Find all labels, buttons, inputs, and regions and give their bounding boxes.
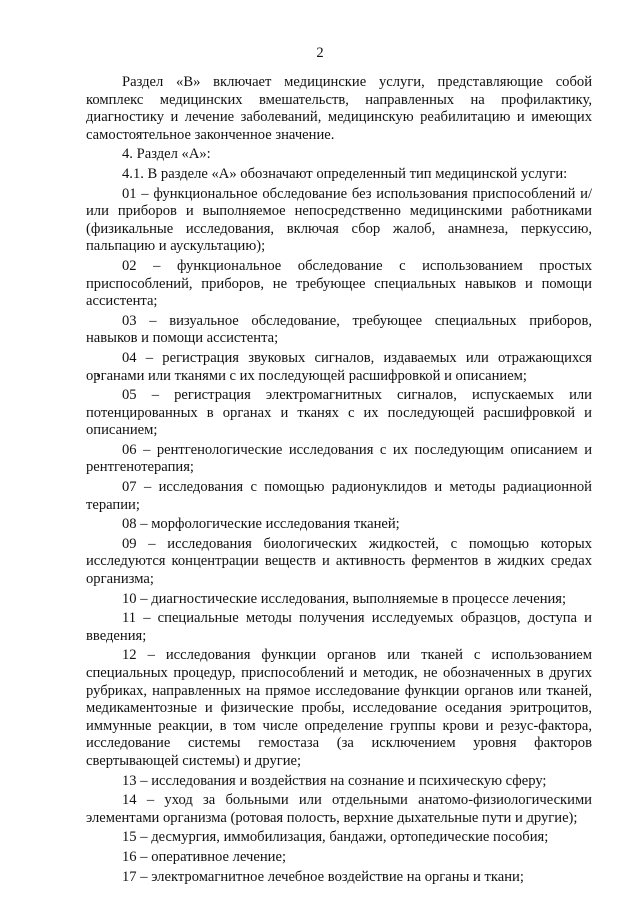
service-type-list bbox=[86, 186, 592, 887]
item-code: 02 bbox=[122, 257, 137, 274]
item-code: 03 bbox=[122, 312, 137, 329]
item-dash: – bbox=[136, 792, 165, 809]
list-item bbox=[86, 610, 592, 645]
item-text: рентгенологические исследования с их последующим описанием и рентгенотерапия; bbox=[86, 441, 592, 476]
document-body bbox=[86, 74, 592, 888]
section-a-heading: 4. Раздел «А»: bbox=[122, 146, 211, 163]
item-code: 17 bbox=[122, 868, 137, 885]
list-item bbox=[86, 792, 592, 827]
list-item bbox=[86, 849, 592, 867]
list-item bbox=[86, 516, 592, 534]
item-code: 01 bbox=[122, 185, 137, 202]
list-item bbox=[86, 829, 592, 847]
list-item bbox=[86, 536, 592, 589]
paragraph-section-b: Раздел «В» включает медицинские услуги, представляющие собой комплекс медицинских вмешательств, направленных на профилактику, диагностику и лечение заболеваний, медицинскую реабилитацию и имеющих самостоятельное законченное значение. bbox=[86, 74, 592, 143]
item-code: 15 bbox=[122, 829, 137, 846]
list-item bbox=[86, 387, 592, 440]
list-item bbox=[86, 647, 592, 770]
list-item bbox=[86, 591, 592, 609]
item-dash: – bbox=[136, 479, 159, 496]
item-dash: – bbox=[136, 829, 152, 846]
list-item bbox=[86, 869, 592, 887]
item-dash: – bbox=[136, 257, 177, 274]
item-text: специальные методы получения исследуемых образцов, доступа и введения; bbox=[86, 610, 592, 644]
item-code: 08 bbox=[122, 516, 137, 533]
item-code: 16 bbox=[122, 848, 137, 865]
item-code: 09 bbox=[122, 535, 137, 552]
list-item bbox=[86, 350, 592, 385]
item-dash: – bbox=[136, 516, 152, 533]
item-dash: – bbox=[136, 535, 168, 552]
item-text: исследования функции органов или тканей с использованием специальных процедур, приспособлений и методик, не обозначенных в других рубриках, направленных на прямое исследование функции органов или тканей, медикаментозные и физические пробы, исследование оседания эритроцитов, иммунные реакции, в том числе определение группы крови и резус-фактора, исследование системы гемостаза (за исключением уровня факторов свертывающей системы) и другие; bbox=[86, 647, 592, 769]
list-item bbox=[86, 773, 592, 791]
item-text: исследования и воздействия на сознание и психическую сферу; bbox=[151, 772, 547, 789]
item-text: диагностические исследования, выполняемые в процессе лечения; bbox=[151, 590, 567, 607]
item-dash: – bbox=[136, 349, 163, 366]
item-text: регистрация электромагнитных сигналов, испускаемых или потенцированных в органах и тканях с их последующей расшифровкой и описанием; bbox=[86, 387, 592, 439]
item-dash: – bbox=[136, 610, 158, 627]
item-text: функциональное обследование с использованием простых приспособлений, приборов, не требующее специальных навыков и помощи ассистента; bbox=[86, 257, 592, 310]
item-dash: – bbox=[136, 868, 152, 885]
item-dash: – bbox=[136, 590, 152, 607]
item-code: 11 bbox=[122, 610, 137, 627]
list-item bbox=[86, 186, 592, 256]
paragraph-4-1: 4.1. В разделе «А» обозначают определенный тип медицинской услуги: bbox=[122, 165, 568, 182]
item-text: уход за больными или отдельными анатомо-физиологическими элементами организма (ротовая полость, верхние дыхательные пути и другие); bbox=[86, 792, 592, 826]
item-code: 12 bbox=[122, 647, 137, 664]
item-text: исследования биологических жидкостей, с помощью которых исследуются концентрации веществ и активность ферментов в жидких средах организма; bbox=[86, 535, 593, 588]
item-code: 13 bbox=[122, 772, 137, 789]
item-code: 10 bbox=[122, 590, 137, 607]
item-code: 07 bbox=[122, 479, 137, 496]
list-item bbox=[86, 479, 592, 514]
item-dash: – bbox=[136, 647, 166, 664]
item-dash: – bbox=[136, 772, 152, 789]
item-dash: – bbox=[136, 441, 157, 458]
item-dash: – bbox=[136, 387, 175, 404]
item-text: морфологические исследования тканей; bbox=[151, 516, 400, 533]
item-text: оперативное лечение; bbox=[151, 848, 287, 865]
item-text: исследования с помощью радионуклидов и методы радиационной терапии; bbox=[86, 479, 592, 513]
item-code: 04 bbox=[122, 349, 137, 366]
item-text: электромагнитное лечебное воздействие на органы и ткани; bbox=[151, 868, 524, 885]
item-text: визуальное обследование, требующее специальных приборов, навыков и помощи ассистента; bbox=[86, 312, 593, 347]
list-item bbox=[86, 442, 592, 477]
list-item bbox=[86, 258, 592, 311]
list-item bbox=[86, 313, 592, 348]
item-dash: – bbox=[136, 312, 170, 329]
item-text: функциональное обследование без использования приспособлений и/или приборов и выполняемое непосредственно медицинскими работниками (физикальные исследования, включая сбор жалоб, анамнеза, перкуссию, пальпацию и аускультацию); bbox=[86, 185, 593, 255]
item-code: 05 bbox=[122, 387, 137, 404]
item-dash: – bbox=[136, 185, 154, 202]
page-number: 2 bbox=[316, 45, 324, 61]
item-code: 06 bbox=[122, 441, 137, 458]
item-dash: – bbox=[136, 848, 152, 865]
item-text: десмургия, иммобилизация, бандажи, ортопедические пособия; bbox=[151, 829, 549, 846]
item-text: регистрация звуковых сигналов, издаваемых или отражающихся органами или тканями с их последующей расшифровкой и описанием; bbox=[86, 349, 593, 384]
item-code: 14 bbox=[122, 792, 137, 809]
